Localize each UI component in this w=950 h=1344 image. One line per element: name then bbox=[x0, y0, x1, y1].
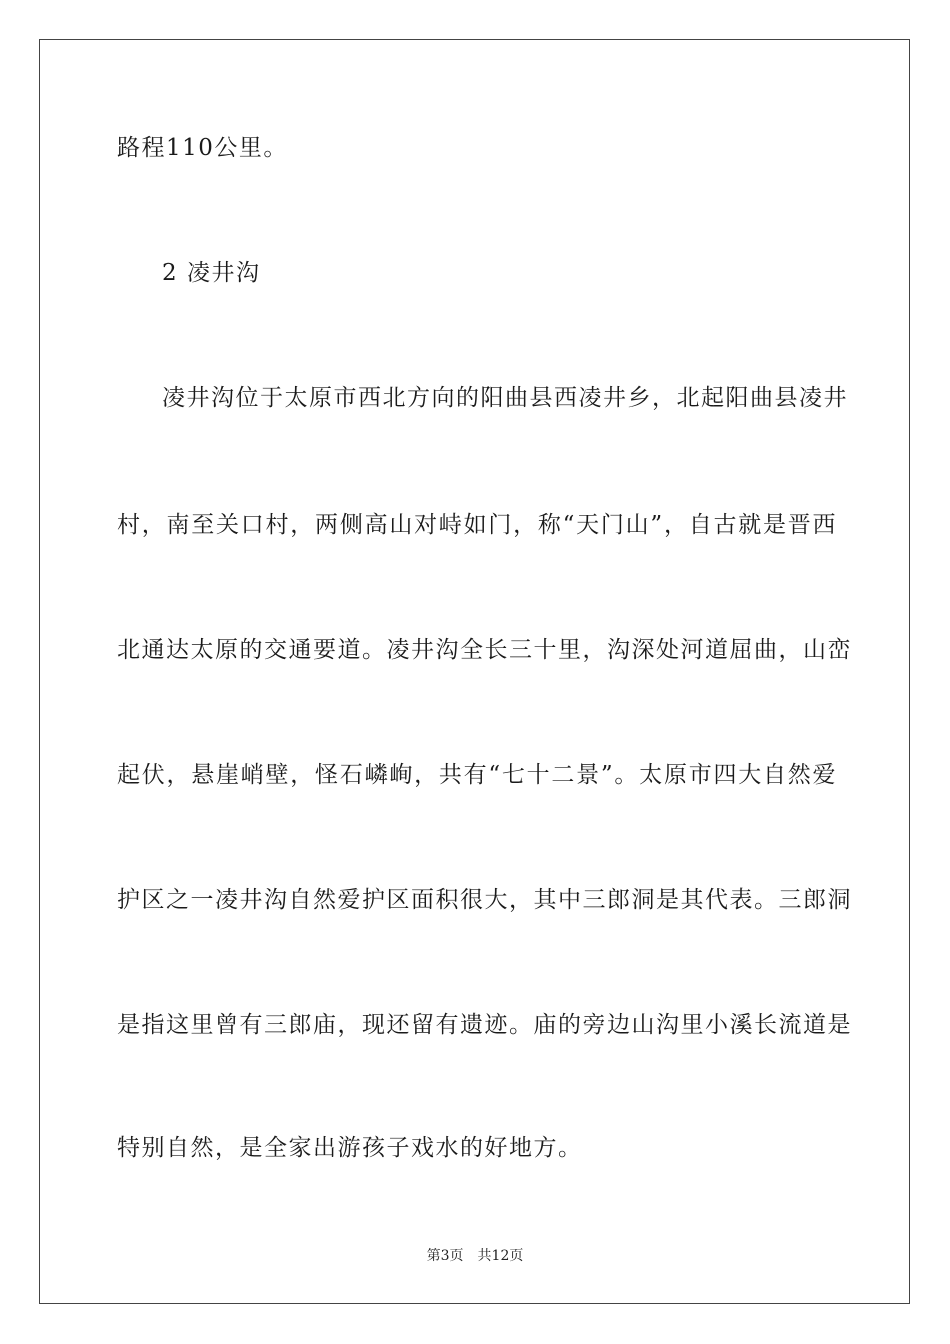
text-line-4: 北通达太原的交通要道。凌井沟全长三十里，沟深处河道屈曲，山峦 bbox=[117, 637, 852, 663]
text-line-8: 特别自然，是全家出游孩子戏水的好地方。 bbox=[117, 1135, 583, 1161]
text-line-3: 村，南至关口村，两侧高山对峙如门，称“天门山”，自古就是晋西 bbox=[117, 512, 837, 538]
text-line-2: 凌井沟位于太原市西北方向的阳曲县西凌井乡，北起阳曲县凌井 bbox=[162, 385, 848, 411]
text-line-5: 起伏，悬崖峭壁，怪石嶙峋，共有“七十二景”。太原市四大自然爱 bbox=[117, 762, 837, 788]
section-heading: 2 凌井沟 bbox=[162, 260, 261, 286]
text-line-7: 是指这里曾有三郎庙，现还留有遗迹。庙的旁边山沟里小溪长流道是 bbox=[117, 1012, 852, 1038]
text-line-6: 护区之一凌井沟自然爱护区面积很大，其中三郎洞是其代表。三郎洞 bbox=[117, 887, 852, 913]
page-number: 第3页 bbox=[426, 1248, 464, 1264]
page-border bbox=[39, 39, 910, 1304]
page-total: 共12页 bbox=[477, 1248, 524, 1264]
page-footer bbox=[0, 1247, 950, 1265]
text-line-1: 路程110公里。 bbox=[117, 135, 288, 161]
